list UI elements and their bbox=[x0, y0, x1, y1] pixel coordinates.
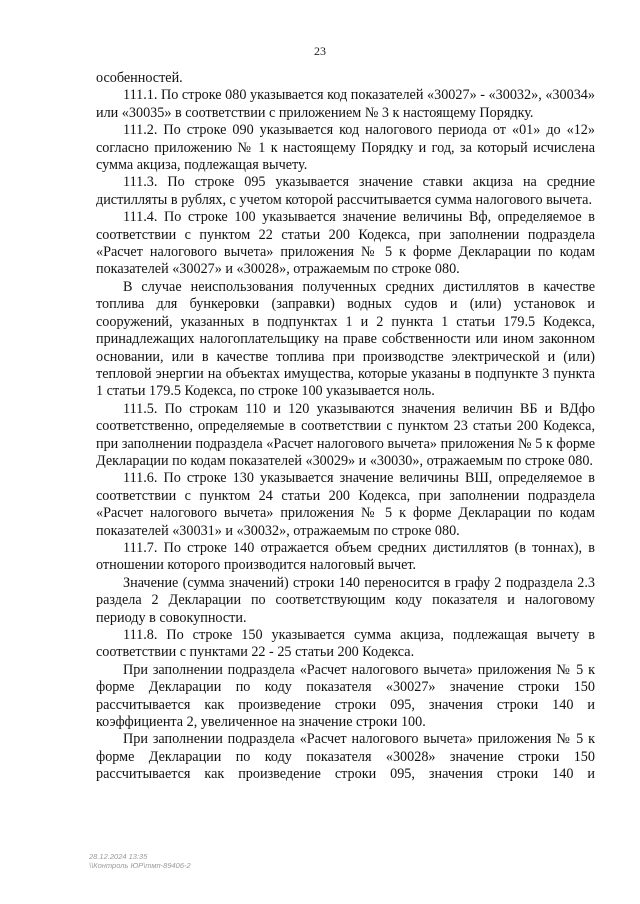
paragraph: 111.8. По строке 150 указывается сумма акциза, подлежащая вычету в соответствии с пунктами 22 - 25 статьи 200 Кодекса. bbox=[96, 627, 595, 661]
page-number: 23 bbox=[314, 44, 326, 58]
paragraph: 111.4. По строке 100 указывается значение величины Bф, определяемое в соответствии с пунктом 22 статьи 200 Кодекса, при заполнении подраздела «Расчет налогового вычета» приложения № 5 к форме Декларации по кодам показателей «30027» и «30028», отражаемым по строке 080. bbox=[96, 209, 595, 278]
footer-stamp bbox=[89, 852, 191, 870]
paragraph: В случае неиспользования полученных средних дистиллятов в качестве топлива для бункеровки (заправки) водных судов и (или) установок и сооружений, указанных в подпунктах 1 и 2 пункта 1 статьи 179.5 Кодекса, принадлежащих налогоплательщику на праве собственности или ином законном основании, или в качестве топлива при производстве электрической и (или) тепловой энергии на объектах имущества, которые указаны в подпункте 3 пункта 1 статьи 179.5 Кодекса, по строке 100 указывается ноль. bbox=[96, 278, 595, 400]
footer-path: \\Контроль ЮР\тмп-89406-2 bbox=[89, 861, 191, 870]
paragraph: При заполнении подраздела «Расчет налогового вычета» приложения № 5 к форме Декларации по коду показателя «30028» значение строки 150 рассчитывается как произведение строки 095, значения строки 140 и bbox=[96, 731, 595, 783]
paragraph: 111.2. По строке 090 указывается код налогового периода от «01» до «12» согласно приложению № 1 к настоящему Порядку и год, за который исчислена сумма акциза, подлежащая вычету. bbox=[96, 122, 595, 174]
paragraph: 111.1. По строке 080 указывается код показателей «30027» - «30032», «30034» или «30035» в соответствии с приложением № 3 к настоящему Порядку. bbox=[96, 87, 595, 121]
paragraph: Значение (сумма значений) строки 140 переносится в графу 2 подраздела 2.3 раздела 2 Декларации по соответствующим коду показателя и налоговому периоду в совокупности. bbox=[96, 574, 595, 626]
paragraph: 111.6. По строке 130 указывается значение величины BШ, определяемое в соответствии с пунктом 24 статьи 200 Кодекса, при заполнении подраздела «Расчет налогового вычета» приложения № 5 к форме Декларации по кодам показателей «30031» и «30032», отражаемым по строке 080. bbox=[96, 470, 595, 539]
paragraph: 111.3. По строке 095 указывается значение ставки акциза на средние дистилляты в рублях, с учетом которой рассчитывается сумма налогового вычета. bbox=[96, 174, 595, 208]
paragraph: 111.5. По строкам 110 и 120 указываются значения величин BБ и BДфо соответственно, определяемые в соответствии с пунктом 23 статьи 200 Кодекса, при заполнении подраздела «Расчет налогового вычета» приложения № 5 к форме Декларации по кодам показателей «30029» и «30030», отражаемым по строке 080. bbox=[96, 400, 595, 469]
paragraph: 111.7. По строке 140 отражается объем средних дистиллятов (в тоннах), в отношении которого производится налоговый вычет. bbox=[96, 539, 595, 574]
paragraph: При заполнении подраздела «Расчет налогового вычета» приложения № 5 к форме Декларации по коду показателя «30027» значение строки 150 рассчитывается как произведение строки 095, значения строки 140 и коэффициента 2, увеличенное на значение строки 100. bbox=[96, 661, 595, 731]
paragraph: особенностей. bbox=[96, 70, 183, 86]
footer-timestamp: 28.12.2024 13:35 bbox=[89, 852, 148, 861]
document-body bbox=[96, 70, 595, 784]
